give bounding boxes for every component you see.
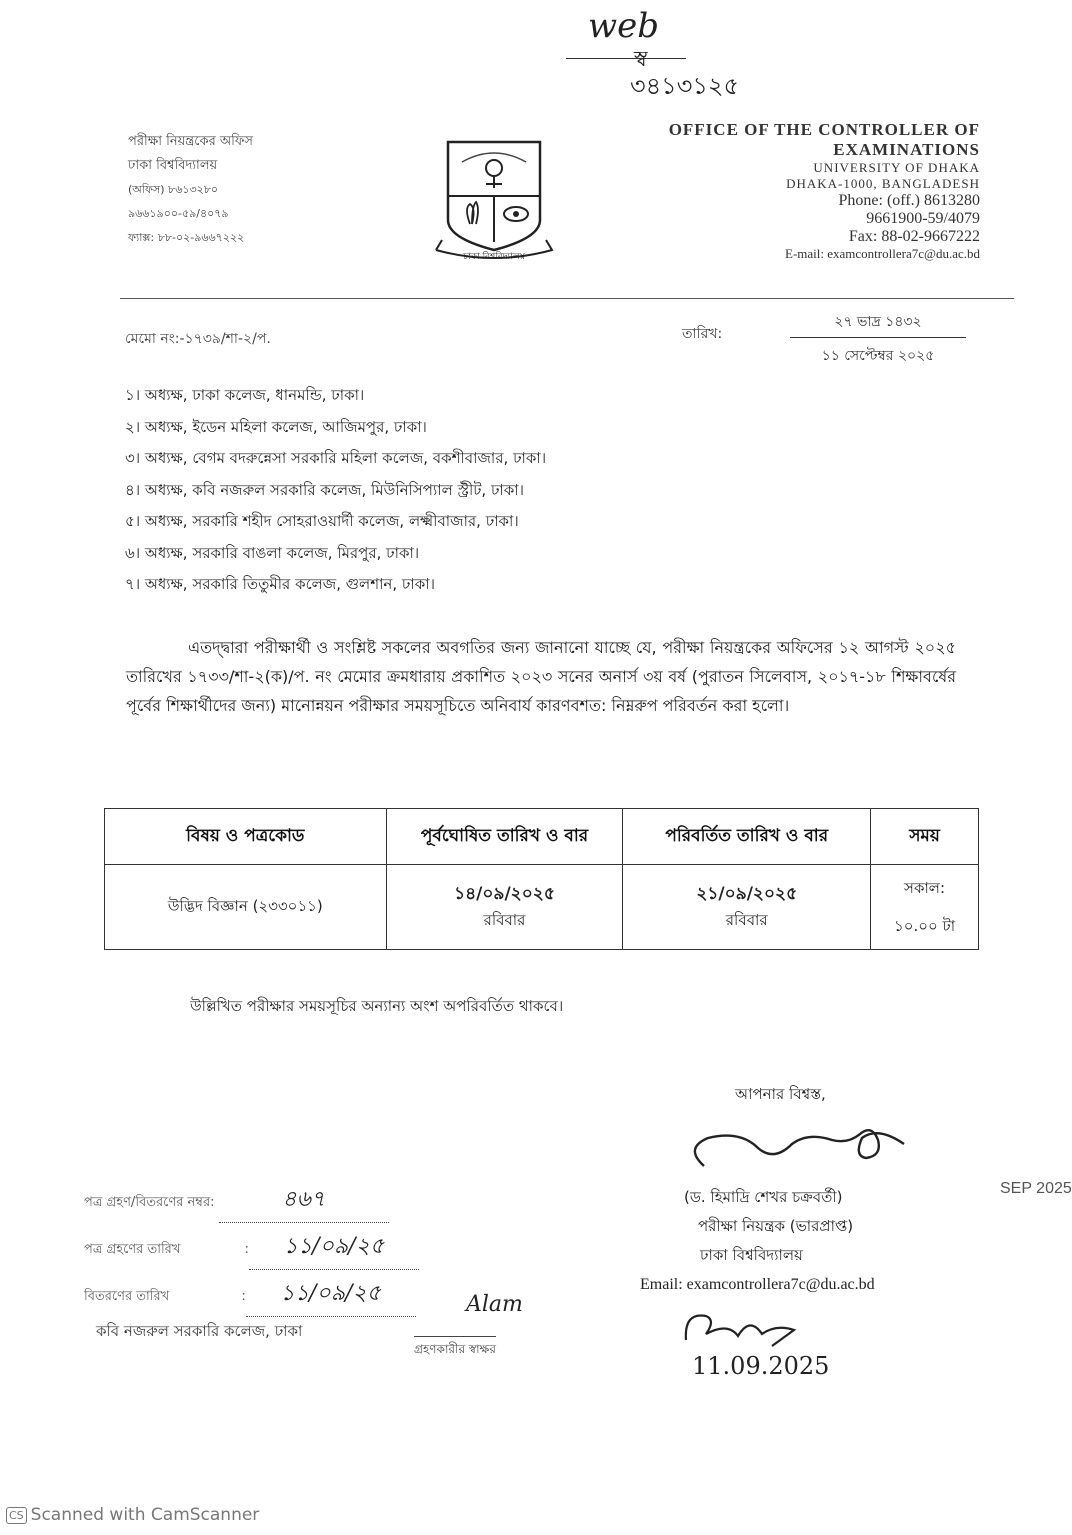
stamp-date: SEP 2025 (1000, 1180, 1072, 1197)
annotation-rule (566, 58, 686, 59)
receiver-signature-label: গ্রহণকারীর স্বাক্ষর (414, 1336, 496, 1361)
camscanner-icon: CS (6, 1507, 27, 1524)
office-phone-2: 9661900-59/4079 (866, 210, 980, 227)
handwritten-date: 11.09.2025 (692, 1352, 830, 1380)
distribution-date-value: ১১/০৯/২৫ (246, 1272, 416, 1317)
signatory-name: (ড. হিমাদ্রি শেখর চক্রবর্তী) (684, 1188, 843, 1206)
receipt-number-value: ৪৬৭ (219, 1178, 389, 1223)
logo-caption: ঢাকা বিশ্ববিদ্যালয় (463, 252, 525, 262)
office-email: E-mail: examcontrollera7c@du.ac.bd (785, 246, 980, 261)
cell-subject: উদ্ভিদ বিজ্ঞান (২৩৩০১১) (105, 865, 387, 950)
time-label: সকাল: (904, 879, 946, 897)
closing-salutation: আপনার বিশ্বস্ত, (735, 1085, 826, 1103)
notice-body-text: এতদ্দ্বারা পরীক্ষার্থী ও সংশ্লিষ্ট সকলের অবগতির জন্য জানানো যাচ্ছে যে, পরীক্ষা নিয়ন্ত্রকের অফিসের ১২ আগস্ট ২০২৫ তারিখের ১৭৩৩/শা-২(ক)/প. নং মেমোর ক্রমধারায় প্রকাশিত ২০২৩ সনের অনার্স ৩য় বর্ষ (পুরাতন সিলেবাস, ২০১৭-১৮ শিক্ষাবর্ষের পূর্বের শিক্ষার্থীদের জন্য) মানোন্নয়ন পরীক্ষার সময়সূচিতে অনিবার্য কারণবশত: নিম্নরুপ পরিবর্তন করা হলো। (126, 638, 956, 715)
receiver-signature: Alam (466, 1292, 523, 1317)
memo-date-gregorian: ১১ সেপ্টেম্বর ২০২৫ (821, 348, 935, 364)
recipient-item: ৫। অধ্যক্ষ, সরকারি শহীদ সোহরাওয়ার্দী কলেজ, লক্ষ্মীবাজার, ঢাকা। (125, 512, 519, 530)
header-subject: বিষয় ও পত্রকোড (105, 809, 387, 865)
cell-new-date (623, 865, 871, 950)
unchanged-note: উল্লিখিত পরীক্ষার সময়সূচির অন্যান্য অংশ অপরিবর্তিত থাকবে। (190, 997, 564, 1015)
handwritten-annotation-number: ৩৪১৩১২৫ (630, 72, 740, 100)
recipient-item: ৩। অধ্যক্ষ, বেগম বদরুন্নেসা সরকারি মহিলা কলেজ, বকশীবাজার, ঢাকা। (125, 449, 547, 467)
signature-icon (682, 1118, 922, 1182)
cell-old-date (386, 865, 623, 950)
old-date: ১৪/০৯/২০২৫ (454, 883, 555, 904)
receiving-college: কবি নজরুল সরকারি কলেজ, ঢাকা (96, 1322, 303, 1340)
distribution-date-label: বিতরণের তারিখ (84, 1289, 170, 1304)
scanner-text: Scanned with CamScanner (30, 1505, 260, 1525)
signatory-block (640, 1183, 1040, 1299)
memo-date-bangla: ২৭ ভাদ্র ১৪৩২ (790, 310, 966, 338)
office-header-bn-line: (অফিস) ৮৬১৩২৮০ (128, 183, 219, 196)
memo-number: মেমো নং:-১৭৩৯/শা-২/প. (125, 331, 271, 347)
old-day: রবিবার (483, 910, 526, 929)
university-address: DHAKA-1000, BANGLADESH (786, 176, 980, 191)
notice-body (126, 633, 956, 720)
handwritten-annotation-ref: স্ব (634, 47, 648, 72)
office-header-bn-line: পরীক্ষা নিয়ন্ত্রকের অফিস (128, 134, 253, 149)
office-phone: Phone: (off.) 8613280 (838, 192, 980, 209)
office-title-line1: OFFICE OF THE CONTROLLER OF (668, 120, 980, 139)
office-header-bn-line: ঢাকা বিশ্ববিদ্যালয় (128, 158, 218, 173)
recipient-item: ৬। অধ্যক্ষ, সরকারি বাঙলা কলেজ, মিরপুর, ঢাকা। (125, 543, 420, 562)
office-header-en (669, 120, 980, 262)
signatory-university: ঢাকা বিশ্ববিদ্যালয় (700, 1246, 803, 1264)
handwritten-annotation-web: web (588, 6, 659, 46)
office-header-bn (128, 130, 253, 250)
new-day: রবিবার (725, 910, 768, 929)
header-new-date: পরিবর্তিত তারিখ ও বার (623, 809, 871, 865)
office-header-bn-line: ফ্যাক্স: ৮৮-০২-৯৬৬৭২২২ (128, 231, 245, 244)
office-title-line2: EXAMINATIONS (833, 140, 980, 159)
recipient-item: ৪। অধ্যক্ষ, কবি নজরুল সরকারি কলেজ, মিউনিসিপ্যাল স্ট্রীট, ঢাকা। (125, 480, 524, 499)
receipt-date-value: ১১/০৯/২৫ (249, 1225, 419, 1270)
table-row (105, 865, 979, 950)
recipient-item: ২। অধ্যক্ষ, ইডেন মহিলা কলেজ, আজিমপুর, ঢাকা। (125, 417, 427, 436)
receipt-number-label: পত্র গ্রহণ/বিতরণের নম্বর: (84, 1195, 215, 1210)
memo-date (790, 310, 966, 368)
receipt-section: পত্র গ্রহণ/বিতরণের নম্বর: ৪৬৭ পত্র গ্রহণের তারিখ : ১১/০৯/২৫ বিতরণের তারিখ : ১১/০৯/২৫ (84, 1178, 419, 1319)
university-logo (432, 138, 556, 273)
university-name: UNIVERSITY OF DHAKA (813, 160, 980, 175)
signatory-email: Email: examcontrollera7c@du.ac.bd (640, 1276, 875, 1293)
table-header-row (105, 809, 979, 865)
header-old-date: পূর্বঘোষিত তারিখ ও বার (386, 809, 623, 865)
new-date: ২১/০৯/২০২৫ (696, 883, 798, 904)
recipient-item: ১। অধ্যক্ষ, ঢাকা কলেজ, ধানমন্ডি, ঢাকা। (125, 386, 365, 404)
cell-time (871, 865, 979, 950)
initials-icon (676, 1300, 816, 1360)
time-value: ১০.০০ টা (894, 917, 956, 935)
header-time: সময় (871, 809, 979, 865)
scanner-watermark (6, 1505, 259, 1525)
schedule-table (104, 808, 979, 950)
recipient-item: ৭। অধ্যক্ষ, সরকারি তিতুমীর কলেজ, গুলশান, ঢাকা। (125, 575, 435, 593)
date-label: তারিখ: (682, 326, 723, 342)
recipient-list (125, 380, 546, 601)
header-divider (120, 298, 1014, 299)
office-header-bn-line: ৯৬৬১৯০০-৫৯/৪০৭৯ (128, 207, 229, 220)
office-fax: Fax: 88-02-9667222 (848, 228, 980, 245)
receipt-date-label: পত্র গ্রহণের তারিখ (84, 1242, 181, 1257)
signatory-designation: পরীক্ষা নিয়ন্ত্রক (ভারপ্রাপ্ত) (698, 1217, 854, 1235)
